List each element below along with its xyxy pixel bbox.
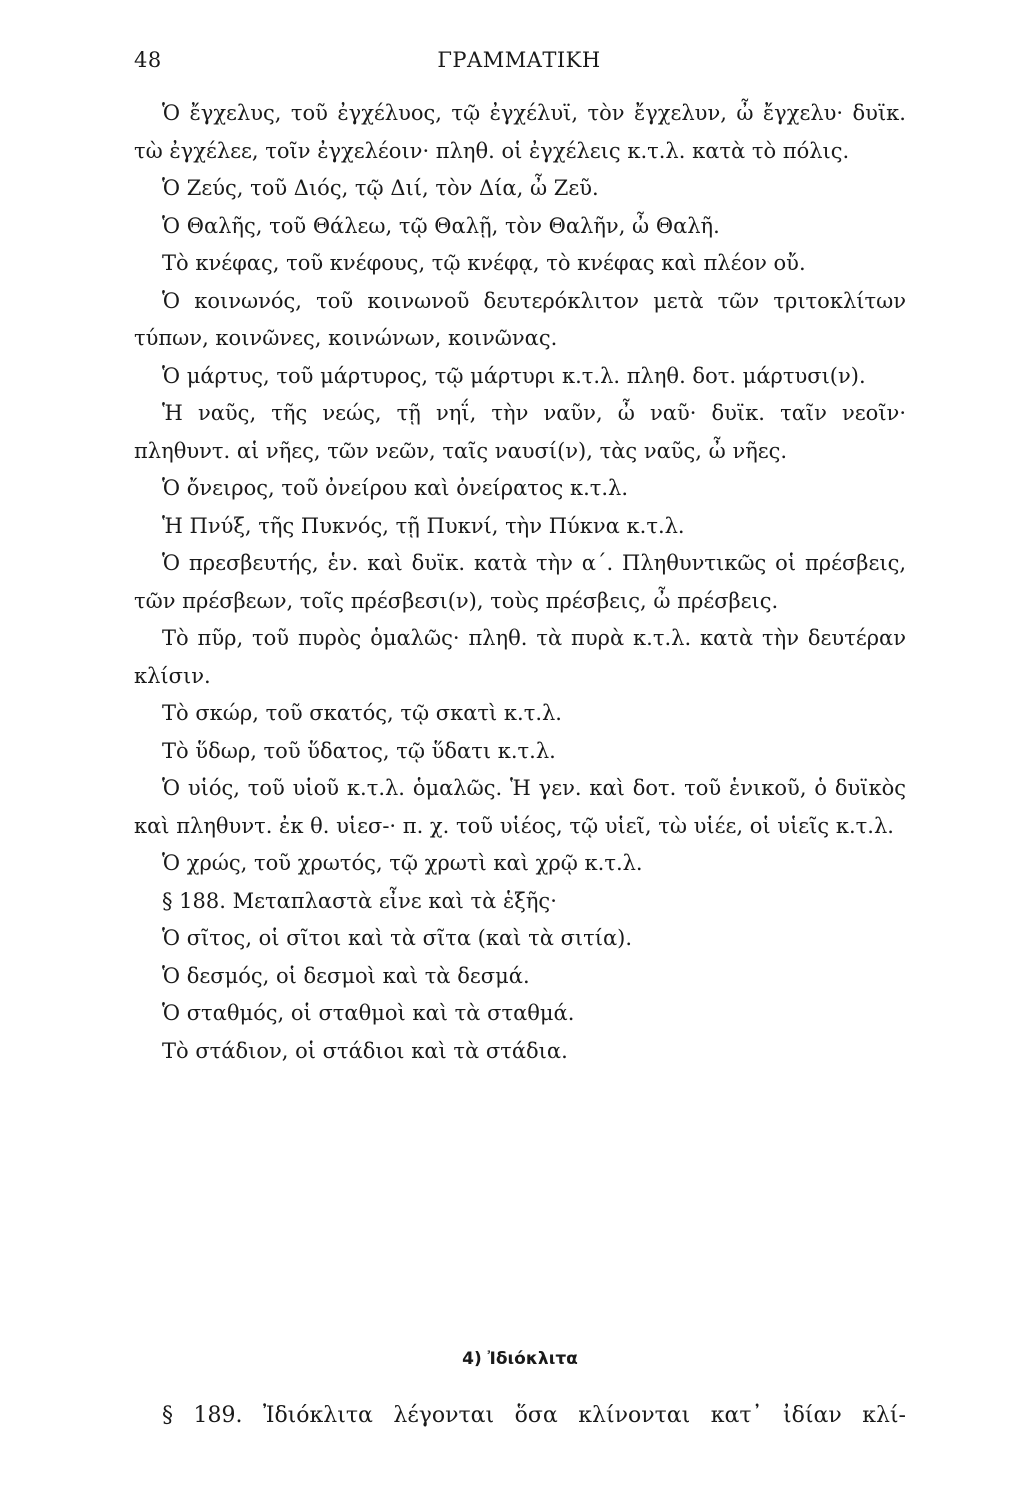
section-heading: 4) Ἰδιόκλιτα — [462, 1349, 578, 1369]
paragraph: Ὁ Ζεύς, τοῦ Διός, τῷ Διί, τὸν Δία, ὦ Ζεῦ. — [162, 176, 599, 200]
paragraph: Ὁ Θαλῆς, τοῦ Θάλεω, τῷ Θαλῇ, τὸν Θαλῆν, ὦ Θαλῆ. — [162, 213, 720, 238]
paragraph-block — [134, 95, 906, 1070]
paragraph: Ὁ πρεσβευτής, ἑν. καὶ δυϊκ. κατὰ τὴν α΄. Πληθυντικῶς οἱ πρέσβεις, τῶν πρέσβεων, τοῖς πρέσβεσι(ν), τοὺς πρέσβεις, ὦ πρέσβεις. — [134, 551, 906, 613]
page-header — [134, 46, 904, 82]
section-paragraph: § 188. Μεταπλαστὰ εἶνε καὶ τὰ ἑξῆς· — [162, 888, 557, 913]
page-number: 48 — [134, 48, 162, 72]
running-title: ΓΡΑΜΜΑΤΙΚΗ — [437, 48, 601, 72]
paragraph: Ὁ υἱός, τοῦ υἱοῦ κ.τ.λ. ὁμαλῶς. Ἡ γεν. καὶ δοτ. τοῦ ἑνικοῦ, ὁ δυϊκὸς καὶ πληθυντ. ἐκ θ. υἱεσ-· π. χ. τοῦ υἱέος, τῷ υἱεῖ, τὼ υἱέε, οἱ υἱεῖς κ.τ.λ. — [134, 776, 906, 838]
paragraph: Τὸ ὕδωρ, τοῦ ὕδατος, τῷ ὕδατι κ.τ.λ. — [162, 738, 556, 763]
paragraph: Ὁ σταθμός, οἱ σταθμοὶ καὶ τὰ σταθμά. — [162, 1001, 575, 1025]
paragraph: Τὸ στάδιον, οἱ στάδιοι καὶ τὰ στάδια. — [162, 1038, 568, 1063]
paragraph: Ὁ χρώς, τοῦ χρωτός, τῷ χρωτὶ καὶ χρῷ κ.τ.λ. — [162, 851, 643, 875]
paragraph: Ὁ ὄνειρος, τοῦ ὀνείρου καὶ ὀνείρατος κ.τ.λ. — [162, 476, 629, 500]
paragraph: Τὸ πῦρ, τοῦ πυρὸς ὁμαλῶς· πληθ. τὰ πυρὰ κ.τ.λ. κατὰ τὴν δευτέραν κλίσιν. — [134, 626, 906, 688]
paragraph: Τὸ κνέφας, τοῦ κνέφους, τῷ κνέφᾳ, τὸ κνέφας καὶ πλέον οὔ. — [162, 251, 806, 275]
section-paragraph: § 189. Ἰδιόκλιτα λέγονται ὅσα κλίνονται κατ᾽ ἰδίαν κλί- — [162, 1403, 906, 1428]
paragraph: Ὁ κοινωνός, τοῦ κοινωνοῦ δευτερόκλιτον μετὰ τῶν τριτοκλίτων τύπων, κοινῶνες, κοινώνων, κοινῶνας. — [134, 288, 906, 350]
paragraph: Ὁ δεσμός, οἱ δεσμοὶ καὶ τὰ δεσμά. — [162, 963, 530, 988]
paragraph: Ὁ σῖτος, οἱ σῖτοι καὶ τὰ σῖτα (καὶ τὰ σιτία). — [162, 926, 633, 950]
paragraph: Ὁ μάρτυς, τοῦ μάρτυρος, τῷ μάρτυρι κ.τ.λ. πληθ. δοτ. μάρτυσι(ν). — [162, 363, 866, 388]
paragraph: Ἡ Πνύξ, τῆς Πυκνός, τῇ Πυκνί, τὴν Πύκνα κ.τ.λ. — [162, 513, 685, 538]
paragraph: Τὸ σκώρ, τοῦ σκατός, τῷ σκατὶ κ.τ.λ. — [162, 701, 562, 725]
paragraph: Ὁ ἔγχελυς, τοῦ ἐγχέλυος, τῷ ἐγχέλυϊ, τὸν ἔγχελυν, ὦ ἔγχελυ· δυϊκ. τὼ ἐγχέλεε, τοῖν ἐγχελέοιν· πληθ. οἱ ἐγχέλεις κ.τ.λ. κατὰ τὸ πόλις. — [134, 101, 906, 163]
paragraph: Ἡ ναῦς, τῆς νεώς, τῇ νηΐ, τὴν ναῦν, ὦ ναῦ· δυϊκ. ταῖν νεοῖν· πληθυντ. αἱ νῆες, τῶν νεῶν, ταῖς ναυσί(ν), τὰς ναῦς, ὦ νῆες. — [134, 401, 906, 463]
